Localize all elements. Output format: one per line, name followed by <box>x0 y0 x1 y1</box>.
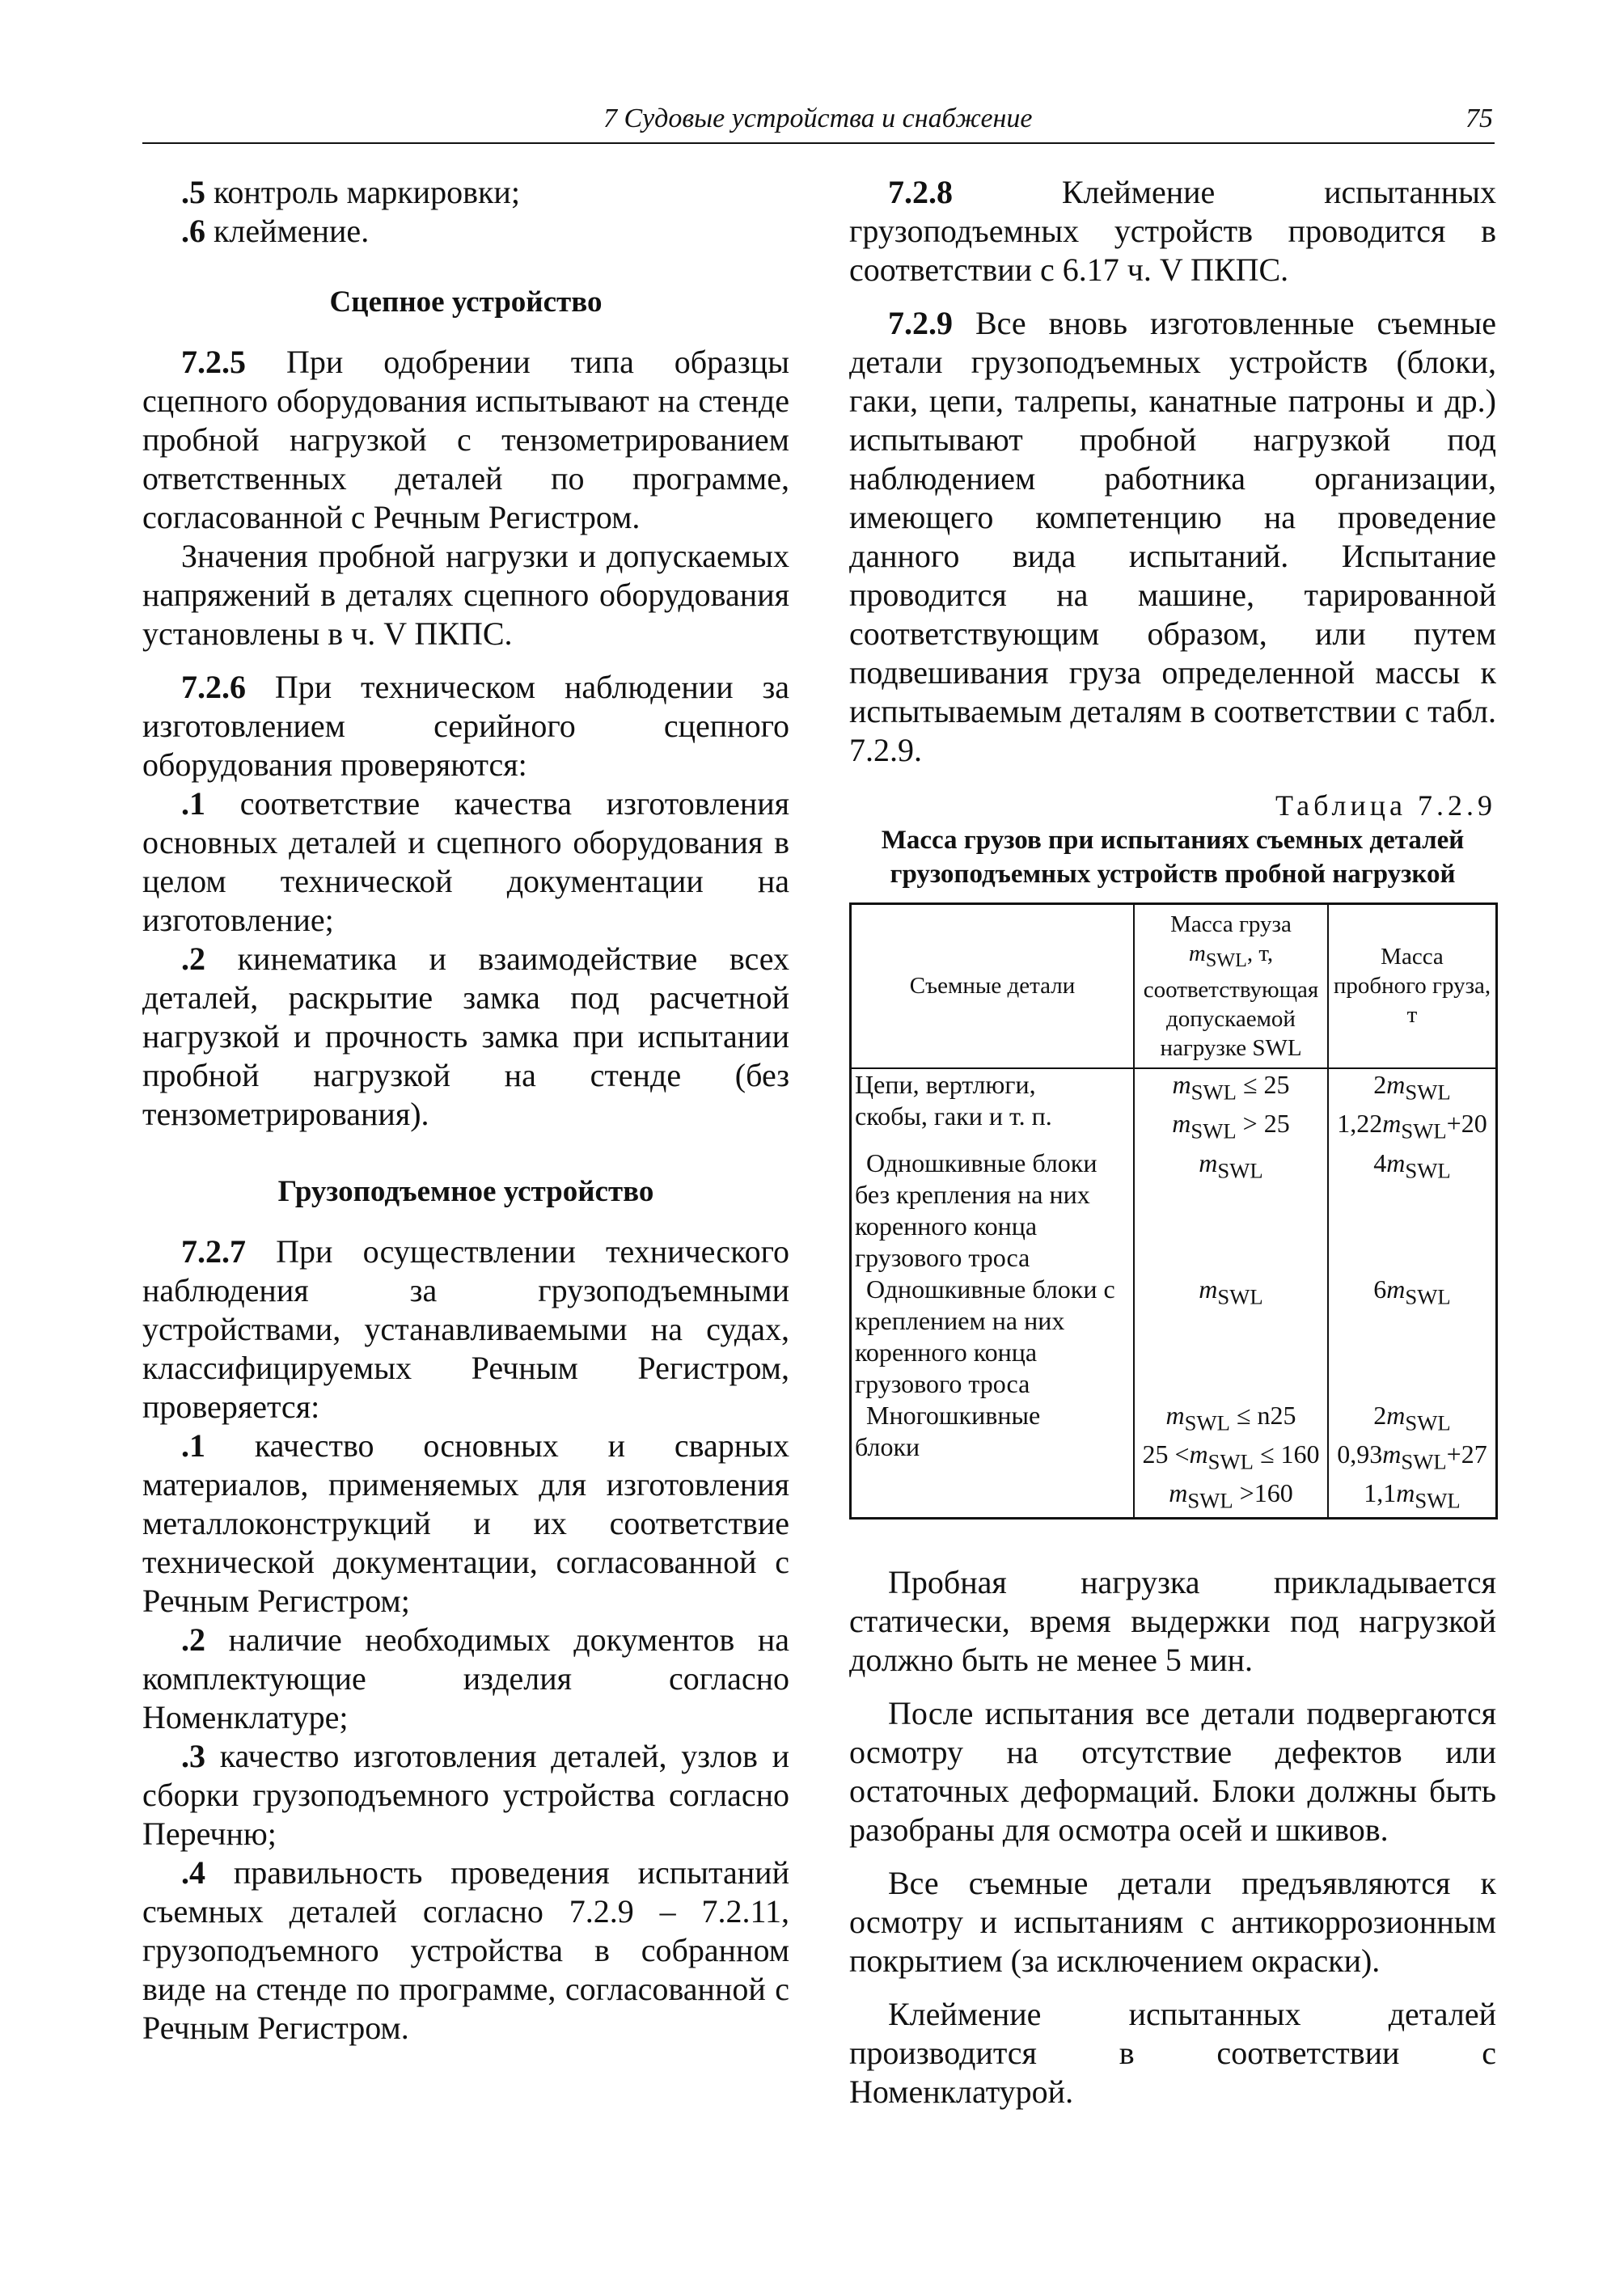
paragraph-coating: Все съемные детали предъявляются к осмотру и испытаниям с антикоррозионным покрытием (за исключением окраски). <box>849 1864 1496 1979</box>
paragraph-test-load: Пробная нагрузка прикладывается статически, время выдержки под нагрузкой должно быть не менее 5 мин. <box>849 1563 1496 1678</box>
paragraph-7-2-6-item-1: .1 соответствие качества изготовления основных деталей и сцепного оборудования в целом технической документации на изготовление; <box>142 785 789 938</box>
paragraph-7-2-7-item-2: .2 наличие необходимых документов на комплектующие изделия согласно Номенклатуре; <box>142 1621 789 1735</box>
table-cell: Многошкивные блоки <box>851 1400 1135 1519</box>
chapter-title: 7 Судовые устройства и снабжение <box>603 104 1033 133</box>
table-cell: $4m_{SWL}$ <box>1328 1148 1497 1274</box>
paragraph-marking: Клеймение испытанных деталей производится в соответствии с Номенклатурой. <box>849 1995 1496 2110</box>
paragraph-7-2-7-item-1: .1 качество основных и сварных материалов, применяемых для изготовления металлоконструкций и их соответствие технической документации, согласованной с Речным Регистром; <box>142 1427 789 1619</box>
table-cell: Одношкивные блоки с креплением на них коренного конца грузового троса <box>851 1274 1135 1400</box>
list-item-6: .6 клеймение. <box>181 213 370 249</box>
table-row <box>851 1400 1497 1519</box>
table-row <box>851 1148 1497 1274</box>
table-cell: $m_{SWL} \le n25$ $25 <m_{SWL} \le 160$ $m_{SWL} >160$ <box>1134 1400 1328 1519</box>
test-load-table <box>849 902 1498 1520</box>
list-item-5: .5 контроль маркировки; <box>181 174 520 210</box>
table-cell: $2m_{SWL}$ $1,22m_{SWL}+20$ <box>1328 1068 1497 1148</box>
paragraph-7-2-6: 7.2.6 При техническом наблюдении за изготовлением серийного сцепного оборудования проверяются: <box>142 669 789 783</box>
table-cell: $m_{SWL}$ <box>1134 1148 1328 1274</box>
paragraph-7-2-7-item-3: .3 качество изготовления деталей, узлов и сборки грузоподъемного устройства согласно Перечню; <box>142 1738 789 1852</box>
column-header-swl-mass: Масса груза $m_{SWL}$, т, соответствующая допускаемой нагрузке SWL <box>1134 904 1328 1068</box>
table-caption: Таблица 7.2.9 <box>1275 789 1496 822</box>
table-header-row <box>851 904 1497 1068</box>
table-row <box>851 1068 1497 1148</box>
table-title: Масса грузов при испытаниях съемных деталей грузоподъемных устройств пробной нагрузкой <box>881 826 1465 889</box>
paragraph-7-2-8: 7.2.8 Клеймение испытанных грузоподъемных устройств проводится в соответствии с 6.17 ч. V ПКПС. <box>849 174 1496 288</box>
right-column <box>849 173 1496 2111</box>
table-row <box>851 1274 1497 1400</box>
running-header <box>142 104 1495 144</box>
table-cell: $m_{SWL} \le 25$ $m_{SWL} > 25$ <box>1134 1068 1328 1148</box>
page-number: 75 <box>1465 104 1493 133</box>
paragraph-7-2-7: 7.2.7 При осуществлении технического наблюдения за грузоподъемными устройствами, устанавливаемыми на судах, классифицируемых Речным Регистром, проверяется: <box>142 1233 789 1425</box>
table-cell: $m_{SWL}$ <box>1134 1274 1328 1400</box>
paragraph-7-2-9: 7.2.9 Все вновь изготовленные съемные детали грузоподъемных устройств (блоки, гаки, цепи, талрепы, канатные патроны и др.) испытывают пробной нагрузкой под наблюдением работника организации, имеющего компетенцию на проведение данного вида испытаний. Испытание проводится на машине, тарированной соответствующим образом, или путем подвешивания груза определенной массы к испытываемым деталям в соответствии с табл. 7.2.9. <box>849 305 1496 768</box>
paragraph-7-2-7-item-4: .4 правильность проведения испытаний съемных деталей согласно 7.2.9 – 7.2.11, грузоподъемного устройства в собранном виде на стенде по программе, согласованной с Речным Регистром. <box>142 1854 789 2046</box>
paragraph-7-2-5b: Значения пробной нагрузки и допускаемых напряжений в деталях сцепного оборудования установлены в ч. V ПКПС. <box>142 538 789 652</box>
table-cell: $2m_{SWL}$ $0,93m_{SWL}+27$ $1,1m_{SWL}$ <box>1328 1400 1497 1519</box>
column-header-parts: Съемные детали <box>851 904 1135 1068</box>
paragraph-7-2-6-item-2: .2 кинематика и взаимодействие всех деталей, раскрытие замка под расчетной нагрузкой и прочность замка при испытании пробной нагрузкой на стенде (без тензометрирования). <box>142 940 789 1132</box>
table-cell: Цепи, вертлюги, скобы, гаки и т. п. <box>851 1068 1135 1148</box>
table-cell: $6m_{SWL}$ <box>1328 1274 1497 1400</box>
left-column <box>142 173 789 2048</box>
paragraph-inspection: После испытания все детали подвергаются осмотру на отсутствие дефектов или остаточных деформаций. Блоки должны быть разобраны для осмотра осей и шкивов. <box>849 1694 1496 1848</box>
column-header-test-mass: Масса пробного груза, т <box>1328 904 1497 1068</box>
table-cell: Одношкивные блоки без крепления на них коренного конца грузового троса <box>851 1148 1135 1274</box>
section-heading-coupling: Сцепное устройство <box>329 285 603 319</box>
paragraph-7-2-5: 7.2.5 При одобрении типа образцы сцепного оборудования испытывают на стенде пробной нагрузкой с тензометрированием ответственных деталей по программе, согласованной с Речным Регистром. <box>142 344 789 535</box>
section-heading-lifting: Грузоподъемное устройство <box>277 1175 654 1208</box>
